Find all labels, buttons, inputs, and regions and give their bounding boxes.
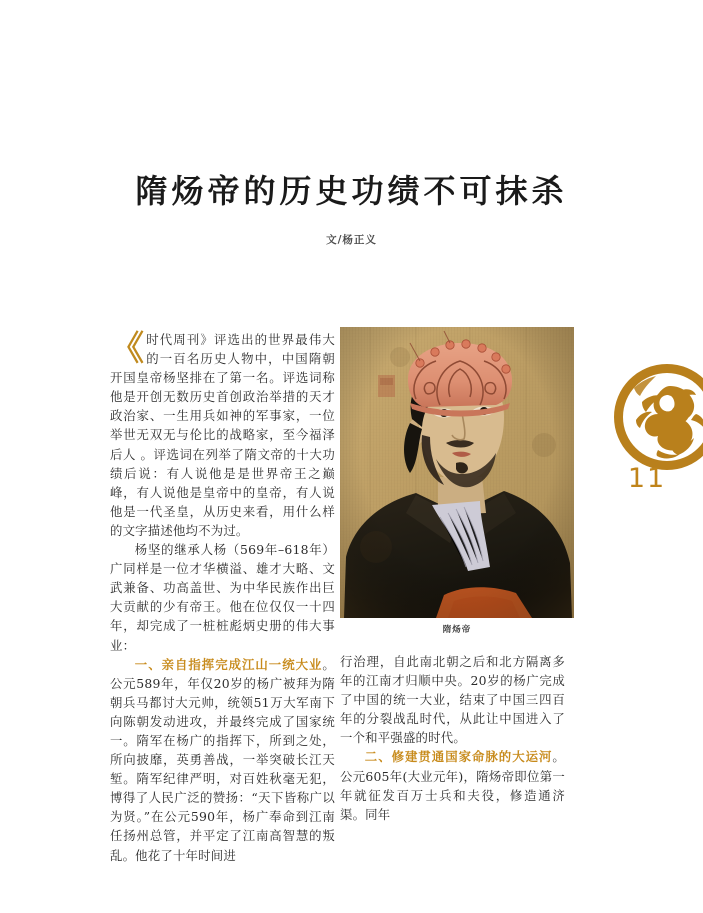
paragraph-lead xyxy=(110,330,335,540)
section-body-2: 。公元605年(大业元年)，隋炀帝即位第一年就征发百万士兵和夫役，修造通济渠。同年 xyxy=(340,749,565,822)
column-right xyxy=(340,330,565,824)
dropcap-guillemet: 《 xyxy=(110,329,145,369)
column-left xyxy=(110,330,335,865)
gold-phoenix-roundel-ornament xyxy=(612,362,703,472)
page-title: 隋炀帝的历史功绩不可抹杀 xyxy=(135,172,568,210)
section-heading-1: 一、亲自指挥完成江山一统大业 xyxy=(134,656,323,672)
figure-spacer xyxy=(340,330,565,652)
title-block xyxy=(0,172,703,247)
byline: 文/杨正义 xyxy=(326,234,377,247)
figure-caption: 隋炀帝 xyxy=(442,625,472,635)
article-body xyxy=(110,329,575,863)
paragraph-5 xyxy=(340,747,565,823)
section-body-1: 。公元589年，年仅20岁的杨广被拜为隋朝兵马都讨大元帅，统领51万大军南下向陈朝发动进攻，并最终完成了国家统一。隋军在杨广的指挥下，所到之处，所向披靡，英勇善战，一举突破长江天堑。隋军纪律严明，对百姓秋毫无犯，博得了人民广泛的赞扬：“天下皆称广以为贤。”在公元590年，杨广奉命到江南任扬州总管，并平定了江南高智慧的叛乱。他花了十年时间进 xyxy=(110,656,335,863)
paragraph-3 xyxy=(110,655,335,865)
lead-text: 时代周刊》评选出的世界最伟大的一百名历史人物中，中国隋朝开国皇帝杨坚排在了第一名。评选词称他是开创无数历史首创政治举措的天才政治家、一生用兵如神的军事家，一位举世无双无与伦比的战略家，至今福泽后人 。评选词在列举了隋文帝的十大功绩后说：有人说他是是世界帝王之巅峰，有人说他是皇帝中的皇帝，有人说他是一代圣皇，从历史来看，用什么样的文字描述他均不为过。 xyxy=(110,332,335,538)
paragraph-4: 行治理，自此南北朝之后和北方隔离多年的江南才归顺中央。20岁的杨广完成了中国的统一大业，结束了中国三四百年的分裂战乱时代，从此让中国进入了一个和平强盛的时代。 xyxy=(340,654,565,746)
paragraph-2: 杨坚的继承人杨（569年–618年）广同样是一位才华横溢、雄才大略、文武兼备、功高盖世、为中华民族作出巨大贡献的少有帝王。他在位仅仅一十四年，却完成了一桩桩彪炳史册的伟大事业： xyxy=(110,542,335,653)
page-number: 11 xyxy=(627,463,667,494)
section-heading-2: 二、修建贯通国家命脉的大运河 xyxy=(364,749,553,765)
roundel-icon xyxy=(612,362,703,472)
